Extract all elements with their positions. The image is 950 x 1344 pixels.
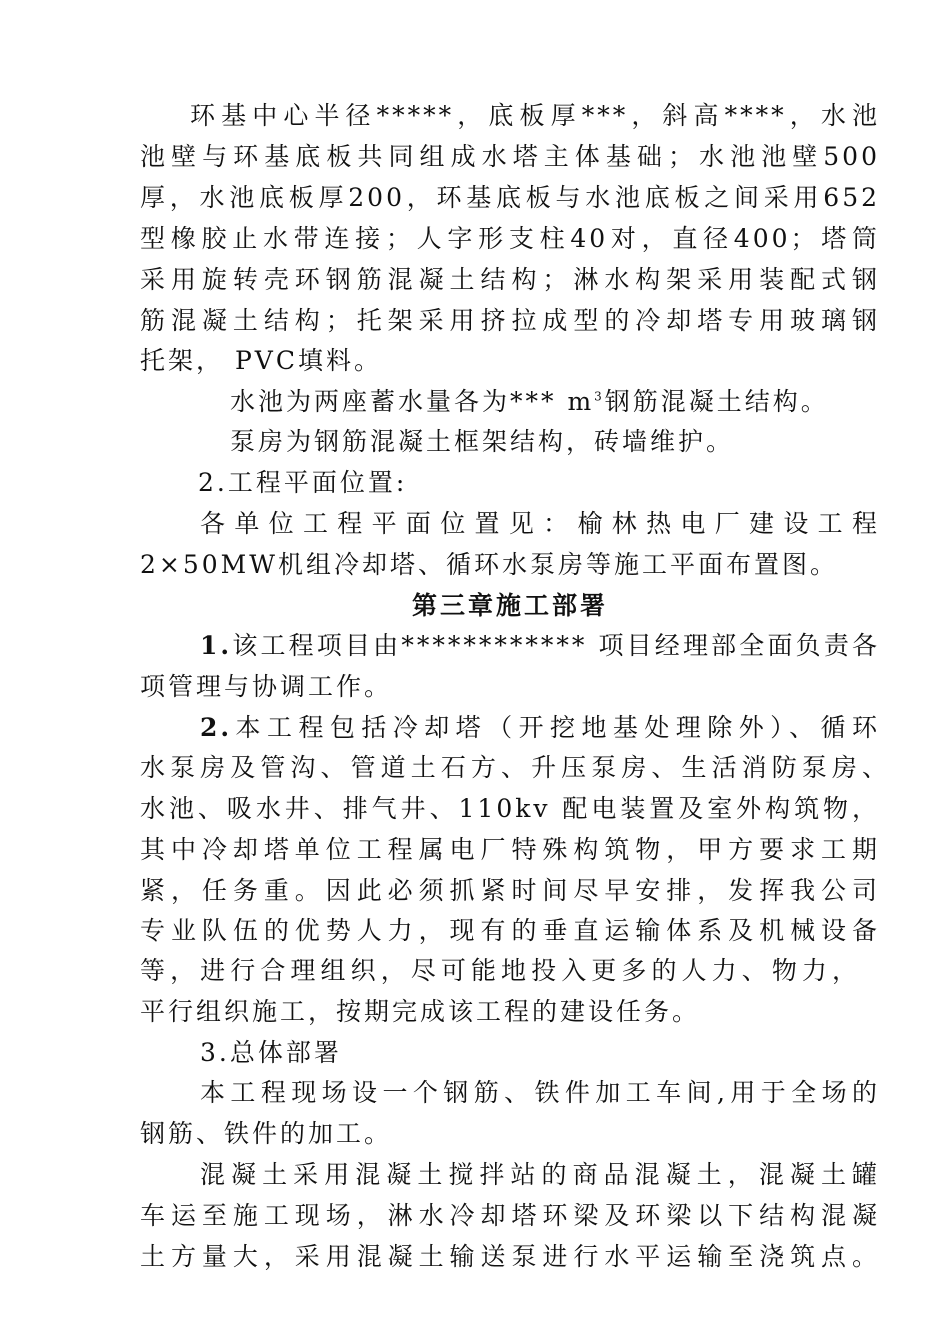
paragraph-line: 筋混凝土结构；托架采用挤拉成型的冷却塔专用玻璃钢: [140, 306, 880, 335]
paragraph-line: 采用旋转壳环钢筋混凝土结构；淋水构架采用装配式钢: [140, 265, 880, 294]
paragraph-text: 钢筋混凝土结构。: [604, 387, 829, 416]
paragraph-line: 各单位工程平面位置见：榆林热电厂建设工程: [200, 509, 880, 538]
paragraph-line: 车运至施工现场，淋水冷却塔环梁及环梁以下结构混凝: [140, 1201, 880, 1230]
superscript-text: 3: [594, 389, 605, 404]
paragraph-line: [200, 626, 880, 666]
paragraph-line: 其中冷却塔单位工程属电厂特殊构筑物，甲方要求工期: [140, 835, 880, 864]
paragraph-line: [230, 382, 880, 422]
paragraph-line: 托架， PVC填料。: [140, 346, 382, 375]
paragraph-line: 项管理与协调工作。: [140, 672, 393, 701]
paragraph-line: 池壁与环基底板共同组成水塔主体基础；水池池壁500: [140, 142, 880, 171]
paragraph-line: 2×50MW机组冷却塔、循环水泵房等施工平面布置图。: [140, 550, 838, 579]
paragraph-line: 厚，水池底板厚200，环基底板与水池底板之间采用652: [140, 183, 880, 212]
item-number: 2.: [200, 713, 233, 742]
paragraph-text: 该工程项目由************ 项目经理部全面负责各: [232, 631, 880, 660]
paragraph-line: 环基中心半径*****，底板厚***，斜高****，水池: [190, 101, 880, 130]
section-subheading: 3.总体部署: [200, 1038, 342, 1067]
chapter-heading: 第三章施工部署: [411, 591, 608, 620]
paragraph-line: 等，进行合理组织，尽可能地投入更多的人力、物力，: [140, 956, 860, 985]
paragraph-line: 紧，任务重。因此必须抓紧时间尽早安排，发挥我公司: [140, 876, 880, 905]
paragraph-line: 水泵房及管沟、管道土石方、升压泵房、生活消防泵房、: [140, 753, 890, 782]
paragraph-line: 本工程现场设一个钢筋、铁件加工车间,用于全场的: [200, 1078, 880, 1107]
paragraph-line: 水池、吸水井、排气井、110kv 配电装置及室外构筑物，: [140, 794, 880, 823]
item-number: 1.: [200, 631, 233, 660]
section-subheading: 2.工程平面位置:: [198, 468, 408, 497]
paragraph-line: 混凝土采用混凝土搅拌站的商品混凝土，混凝土罐: [200, 1160, 880, 1189]
paragraph-line: 平行组织施工，按期完成该工程的建设任务。: [140, 997, 701, 1026]
paragraph-line: 专业队伍的优势人力，现有的垂直运输体系及机械设备: [140, 916, 880, 945]
paragraph-text: 本工程包括冷却塔（开挖地基处理除外）、循环: [232, 713, 880, 742]
paragraph-line: 型橡胶止水带连接；人字形支柱40对，直径400；塔筒: [140, 224, 880, 253]
paragraph-line: [200, 708, 880, 748]
paragraph-line: 钢筋、铁件的加工。: [140, 1119, 393, 1148]
paragraph-line: 土方量大，采用混凝土输送泵进行水平运输至浇筑点。: [140, 1242, 880, 1271]
paragraph-line: 泵房为钢筋混凝土框架结构，砖墙维护。: [230, 427, 735, 456]
paragraph-text: 水池为两座蓄水量各为*** m: [230, 387, 595, 416]
